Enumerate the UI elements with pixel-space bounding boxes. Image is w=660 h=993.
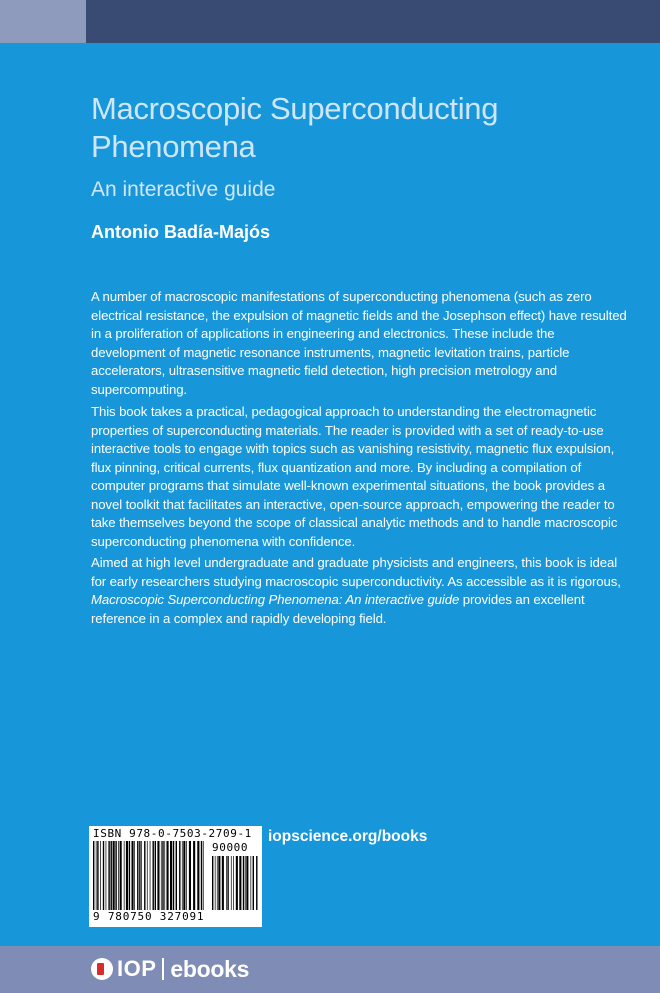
logo-divider [162,958,164,980]
ean-number: 9 780750 327091 [93,910,205,923]
blurb-paragraph-2: This book takes a practical, pedagogical approach to understanding the electromagnetic properties of superconducting materials. The reader is provided with a set of ready-to-use interactive tools to engage with topics such as vanishing resistivity, magnetic flux expulsion, flux pinning, critical currents, flux quantization and more. By including a compilation of computer programs that simulate well-known experimental situations, the book provides a novel toolkit that facilitates an interactive, open-source approach, empowering the reader to take themselves beyond the scope of classical analytic methods and to handle macroscopic superconducting phenomena with confidence. [91,404,618,549]
website-link[interactable]: iopscience.org/books [268,828,428,845]
book-subtitle: An interactive guide [91,178,276,201]
blurb-paragraph-3-start: Aimed at high level undergraduate and graduate physicists and engineers, this book is ideal for early researchers studying macroscopic superconductivity. As accessible as it is rigorous, [91,555,621,589]
logo-iop-text: IOP [117,956,157,981]
blurb-paragraph-1: A number of macroscopic manifestations of superconducting phenomena (such as zero electrical resistance, the expulsion of magnetic fields and the Josephson effect) have resulted in a proliferation of applications in engineering and electronics. These include the development of magnetic resonance instruments, magnetic levitation trains, particle accelerators, ultrasensitive magnetic field detection, high precision metrology and supercomputing. [91,289,627,397]
top-band [0,0,660,43]
logo-ebooks-text: ebooks [170,955,250,982]
top-band-left-block [0,0,86,43]
blurb-paragraph-3-end: provides an excellent reference in a complex and rapidly developing field. [91,592,585,626]
isbn-label: ISBN 978-0-7503-2709-1 [93,827,252,840]
iop-logo-icon [91,958,113,980]
book-title: Macroscopic Superconducting Phenomena [91,91,499,164]
book-author: Antonio Badía-Majós [91,222,270,242]
barcode-addon-number: 90000 [212,841,249,854]
barcode-addon-bars-icon [212,856,258,910]
barcode-bars-icon [93,841,205,910]
barcode [89,826,262,927]
blurb-paragraph-3-title: Macroscopic Superconducting Phenomena: An interactive guide [91,592,460,607]
iop-ebooks-logo [91,954,249,984]
blurb-paragraph-3 [91,554,631,628]
